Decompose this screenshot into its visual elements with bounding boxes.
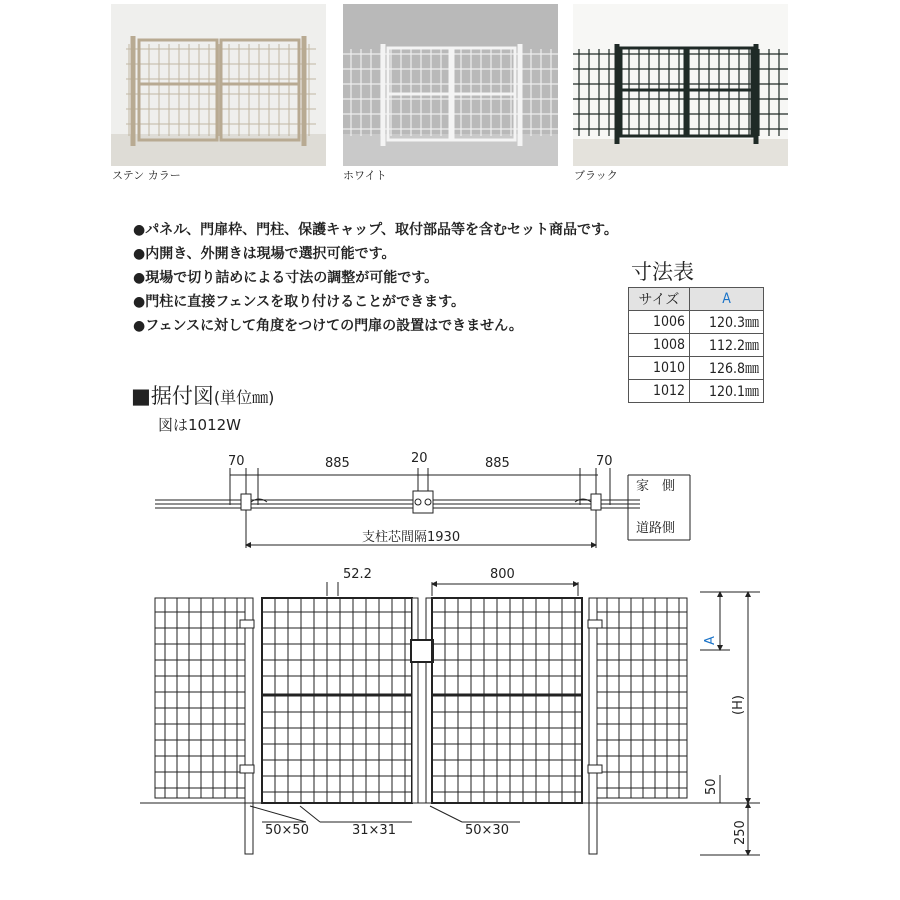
dim-52-2: 52.2: [343, 567, 372, 582]
dim-50: 50: [704, 778, 719, 795]
dim-20: 20: [411, 451, 428, 466]
house-side-label: 家 側: [636, 479, 676, 494]
installation-unit: (単位㎜): [213, 388, 275, 407]
feature-item: ●門柱に直接フェンスを取り付けることができます。: [133, 294, 465, 310]
post-label-31x31: 31×31: [352, 823, 396, 838]
a-cell: 112.2㎜: [690, 334, 764, 357]
size-cell: 1008: [629, 334, 690, 357]
dim-800: 800: [490, 567, 515, 582]
size-table-title: 寸法表: [631, 260, 694, 284]
feature-item: ●フェンスに対して角度をつけての門扉の設置はできません。: [133, 318, 523, 334]
plan-fence: [155, 491, 640, 513]
dim-885-left: 885: [325, 456, 350, 471]
a-cell: 120.1㎜: [690, 380, 764, 403]
post-spacing-label: 支柱芯間隔1930: [362, 530, 461, 545]
elevation-view: [140, 598, 700, 854]
a-cell: 120.3㎜: [690, 311, 764, 334]
feature-item: ●内開き、外開きは現場で選択可能です。: [133, 246, 396, 262]
size-cell: 1012: [629, 380, 690, 403]
dim-885-right: 885: [485, 456, 510, 471]
dim-70-right: 70: [596, 454, 613, 469]
size-table-header-a: A: [690, 288, 764, 311]
dim-250: 250: [733, 820, 748, 845]
photo-caption-sten: ステン カラー: [112, 169, 181, 182]
installation-note: 図は1012W: [158, 416, 242, 434]
label-h: (H): [731, 695, 746, 715]
road-side-label: 道路側: [636, 521, 676, 536]
label-a: A: [703, 636, 718, 645]
installation-title-text: ■据付図: [131, 384, 214, 408]
photo-caption-black: ブラック: [574, 169, 618, 182]
a-cell: 126.8㎜: [690, 357, 764, 380]
size-cell: 1010: [629, 357, 690, 380]
photo-caption-white: ホワイト: [343, 169, 387, 182]
size-table-header-size: サイズ: [629, 288, 690, 311]
post-label-50x50: 50×50: [265, 823, 309, 838]
size-cell: 1006: [629, 311, 690, 334]
post-label-50x30: 50×30: [465, 823, 509, 838]
feature-item: ●現場で切り詰めによる寸法の調整が可能です。: [133, 270, 439, 286]
dim-70-left: 70: [228, 454, 245, 469]
feature-item: ●パネル、門扉枠、門柱、保護キャップ、取付部品等を含むセット商品です。: [133, 222, 618, 238]
